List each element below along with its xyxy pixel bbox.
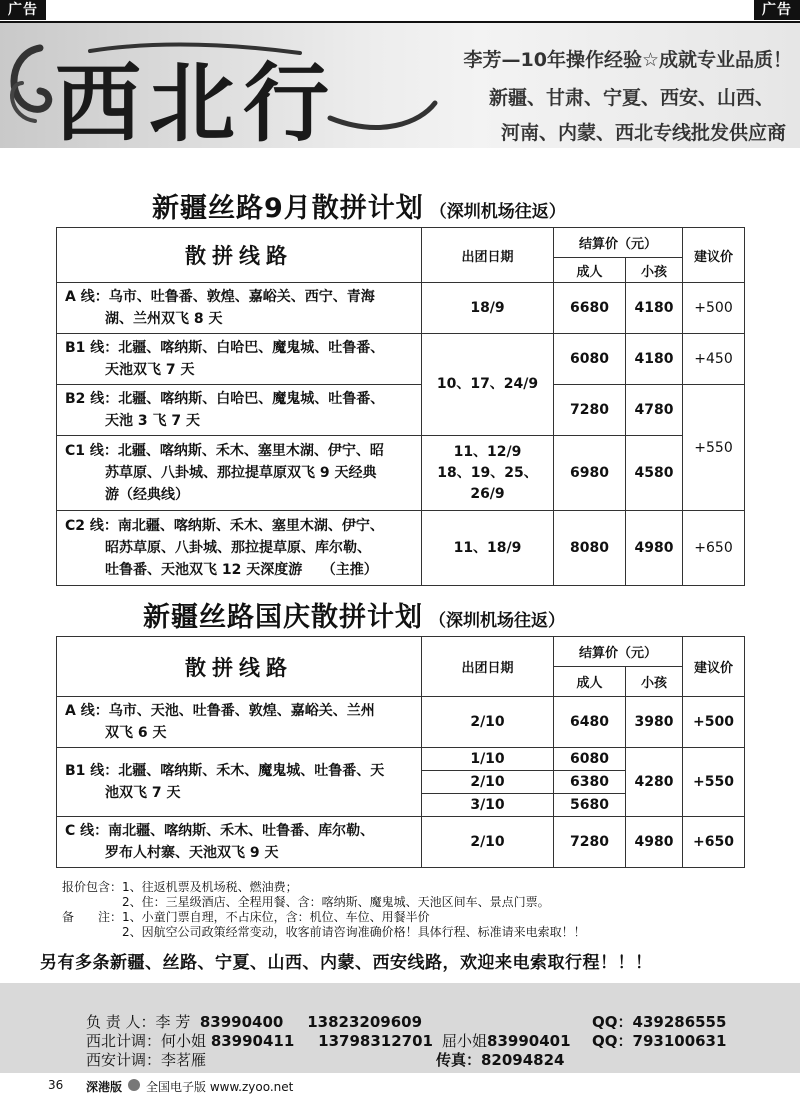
header-price: 结算价（元） bbox=[554, 228, 683, 258]
table-row bbox=[57, 748, 745, 771]
suggest-price: +550 bbox=[683, 385, 745, 511]
adult-price: 6380 bbox=[554, 771, 626, 794]
adult-price: 6680 bbox=[554, 283, 626, 334]
section1-title bbox=[152, 186, 566, 225]
suggest-price: +500 bbox=[683, 283, 745, 334]
suggest-price: +650 bbox=[683, 511, 745, 586]
header-route: 散拼线路 bbox=[57, 228, 422, 283]
suggest-price: +500 bbox=[683, 697, 745, 748]
section2-title-main: 新疆丝路国庆散拼计划 bbox=[143, 602, 423, 633]
table-row bbox=[57, 283, 745, 334]
edition-label: 深港版 bbox=[86, 1080, 123, 1094]
adult-price: 7280 bbox=[554, 385, 626, 436]
contact-row-2: 西北计调：何小姐 83990411 13798312701 bbox=[86, 1032, 433, 1050]
date-cell: 11、18/9 bbox=[422, 511, 554, 586]
ad-label-left: 广告 bbox=[0, 0, 46, 20]
adult-price: 5680 bbox=[554, 794, 626, 817]
header-adult: 成人 bbox=[554, 667, 626, 697]
site-url: 全国电子版 www.zyoo.net bbox=[146, 1080, 294, 1094]
date-cell: 10、17、24/9 bbox=[422, 334, 554, 436]
section1-title-main: 新疆丝路9月散拼计划 bbox=[152, 193, 424, 224]
child-price: 4980 bbox=[626, 817, 683, 868]
route-cell: B1 线：北疆、喀纳斯、白哈巴、魔鬼城、吐鲁番、 天池双飞 7 天 bbox=[57, 334, 422, 385]
adult-price: 6080 bbox=[554, 334, 626, 385]
table-row bbox=[57, 385, 745, 436]
header-date: 出团日期 bbox=[422, 637, 554, 697]
date-cell: 2/10 bbox=[422, 697, 554, 748]
note-line: 备 注：1、小童门票自理，不占床位，含：机位、车位、用餐半价 bbox=[62, 910, 430, 924]
route-cell: C1 线：北疆、喀纳斯、禾木、塞里木湖、伊宁、昭 苏草原、八卦城、那拉提草原双飞 9 天经典 游（经典线） bbox=[57, 436, 422, 511]
adult-price: 6980 bbox=[554, 436, 626, 511]
child-price: 4180 bbox=[626, 283, 683, 334]
table-row bbox=[57, 817, 745, 868]
child-price: 4580 bbox=[626, 436, 683, 511]
header-suggest: 建议价 bbox=[683, 637, 745, 697]
more-routes-line: 另有多条新疆、丝路、宁夏、山西、内蒙、西安线路，欢迎来电索取行程！！！ bbox=[40, 953, 653, 973]
site-logo-icon bbox=[128, 1079, 140, 1091]
contact-box bbox=[0, 983, 800, 1073]
date-cell: 11、12/9 18、19、25、26/9 bbox=[422, 436, 554, 511]
table-row bbox=[57, 697, 745, 748]
route-cell: A 线：乌市、吐鲁番、敦煌、嘉峪关、西宁、青海 湖、兰州双飞 8 天 bbox=[57, 283, 422, 334]
qq-2: QQ：793100631 bbox=[592, 1032, 727, 1050]
note-line: 报价包含：1、往返机票及机场税、燃油费； bbox=[62, 880, 298, 894]
header-child: 小孩 bbox=[626, 667, 683, 697]
table-row bbox=[57, 436, 745, 511]
banner-slogan-3: 河南、内蒙、西北专线批发供应商 bbox=[500, 122, 786, 144]
ad-label-right: 广告 bbox=[754, 0, 800, 20]
child-price: 4280 bbox=[626, 748, 683, 817]
table-row bbox=[57, 511, 745, 586]
banner-slogan-2: 新疆、甘肃、宁夏、西安、山西、 bbox=[488, 87, 774, 109]
contact-row-1: 负 责 人：李 芳 83990400 13823209609 bbox=[86, 1013, 423, 1031]
schedule-table-national-day bbox=[56, 636, 745, 868]
header-suggest: 建议价 bbox=[683, 228, 745, 283]
schedule-table-sep bbox=[56, 227, 745, 586]
section1-subtitle: （深圳机场往返） bbox=[429, 202, 566, 222]
route-cell: A 线：乌市、天池、吐鲁番、敦煌、嘉峪关、兰州 双飞 6 天 bbox=[57, 697, 422, 748]
header-adult: 成人 bbox=[554, 258, 626, 283]
section2-subtitle: （深圳机场往返） bbox=[429, 611, 565, 631]
child-price: 4980 bbox=[626, 511, 683, 586]
suggest-price: +650 bbox=[683, 817, 745, 868]
contact-row-3: 西安计调：李茗雁 bbox=[86, 1051, 207, 1069]
route-cell: C2 线：南北疆、喀纳斯、禾木、塞里木湖、伊宁、 昭苏草原、八卦城、那拉提草原、库尔勒、 吐鲁番、天池双飞 12 天深度游 （主推） bbox=[57, 511, 422, 586]
date-cell: 1/10 bbox=[422, 748, 554, 771]
contact-row-2b: 屈小姐83990401 bbox=[442, 1032, 571, 1050]
adult-price: 8080 bbox=[554, 511, 626, 586]
route-cell: B1 线：北疆、喀纳斯、禾木、魔鬼城、吐鲁番、天 池双飞 7 天 bbox=[57, 748, 422, 817]
suggest-price: +550 bbox=[683, 748, 745, 817]
child-price: 3980 bbox=[626, 697, 683, 748]
header-date: 出团日期 bbox=[422, 228, 554, 283]
table-row bbox=[57, 334, 745, 385]
suggest-price: +450 bbox=[683, 334, 745, 385]
section2-title bbox=[143, 595, 565, 634]
date-cell: 2/10 bbox=[422, 771, 554, 794]
page-number: 36 bbox=[48, 1078, 64, 1092]
child-price: 4780 bbox=[626, 385, 683, 436]
header-child: 小孩 bbox=[626, 258, 683, 283]
featured-tag: （主推） bbox=[321, 562, 378, 578]
price-notes bbox=[62, 880, 586, 940]
banner-slogan-1: 李芳—10年操作经验☆成就专业品质！ bbox=[463, 49, 792, 71]
note-line: 2、因航空公司政策经常变动，收客前请咨询准确价格！具体行程、标准请来电索取！！ bbox=[122, 925, 586, 939]
logo-text: 西北行 bbox=[55, 53, 337, 148]
adult-price: 6080 bbox=[554, 748, 626, 771]
route-cell: C 线：南北疆、喀纳斯、禾木、吐鲁番、库尔勒、 罗布人村寨、天池双飞 9 天 bbox=[57, 817, 422, 868]
header-banner bbox=[0, 23, 800, 148]
date-cell: 18/9 bbox=[422, 283, 554, 334]
header-route: 散拼线路 bbox=[57, 637, 422, 697]
header-price: 结算价（元） bbox=[554, 637, 683, 667]
adult-price: 7280 bbox=[554, 817, 626, 868]
date-cell: 2/10 bbox=[422, 817, 554, 868]
adult-price: 6480 bbox=[554, 697, 626, 748]
date-cell: 3/10 bbox=[422, 794, 554, 817]
child-price: 4180 bbox=[626, 334, 683, 385]
fax: 传真：82094824 bbox=[436, 1051, 565, 1069]
qq-1: QQ：439286555 bbox=[592, 1013, 727, 1031]
route-cell: B2 线：北疆、喀纳斯、白哈巴、魔鬼城、吐鲁番、 天池 3 飞 7 天 bbox=[57, 385, 422, 436]
note-line: 2、住：三星级酒店、全程用餐、含：喀纳斯、魔鬼城、天池区间车、景点门票。 bbox=[122, 895, 550, 909]
logo-graphic bbox=[0, 23, 440, 148]
